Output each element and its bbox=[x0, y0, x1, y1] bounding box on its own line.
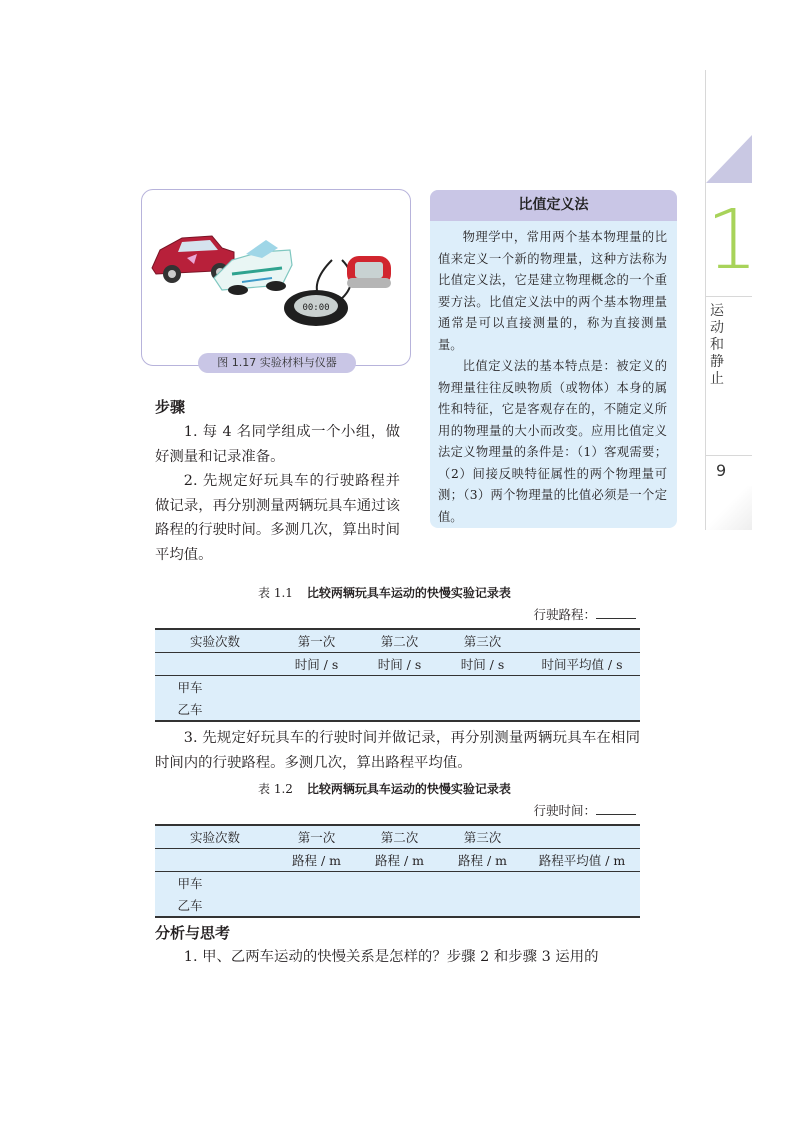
box-paragraph: 比值定义法的基本特点是：被定义的物理量往往反映物质（或物体）本身的属性和特征，它是客观存在的，不随定义所用的物理量的大小而改变。应用比值定义法定义物理量的条件是：（1）客观需要；（2）间接反映特征属性的两个物理量可测；（3）两个物理量的比值必须是一个定值。 bbox=[438, 359, 667, 524]
table1-caption bbox=[258, 584, 511, 601]
chapter-number: 1 bbox=[706, 193, 759, 288]
steps-list bbox=[155, 420, 400, 567]
table-header-cell: 第一次 bbox=[275, 825, 358, 849]
table-unit-cell bbox=[155, 653, 275, 676]
table-cell bbox=[275, 676, 358, 699]
table2-caption bbox=[258, 780, 511, 797]
table-cell bbox=[524, 872, 640, 895]
table-cell bbox=[358, 676, 441, 699]
table1-meta-label: 行驶路程： bbox=[533, 607, 596, 622]
table-cell bbox=[524, 894, 640, 917]
step-item: 1. 每 4 名同学组成一个小组，做好测量和记录准备。 bbox=[155, 424, 400, 465]
analysis-heading: 分析与思考 bbox=[155, 924, 231, 942]
table-unit-cell: 时间 / s bbox=[441, 653, 524, 676]
table1-number: 表 1.1 bbox=[258, 586, 293, 600]
table-cell bbox=[358, 894, 441, 917]
chapter-title: 运动和静止 bbox=[710, 303, 724, 387]
table-row bbox=[155, 894, 640, 917]
table2 bbox=[155, 824, 640, 918]
teal-toy-car-icon bbox=[214, 240, 292, 295]
table-cell bbox=[275, 698, 358, 721]
table-header-cell: 第二次 bbox=[358, 629, 441, 653]
table-cell bbox=[524, 698, 640, 721]
analysis-question: 1. 甲、乙两车运动的快慢关系是怎样的？步骤 2 和步骤 3 运用的 bbox=[183, 949, 599, 965]
box-paragraph: 物理学中，常用两个基本物理量的比值来定义一个新的物理量，这种方法称为比值定义法，它是建立物理概念的一个重要方法。比值定义法中的两个基本物理量通常是可以直接测量的，称为直接测量量。 bbox=[438, 230, 667, 352]
figure-experiment-materials bbox=[141, 189, 411, 366]
figure-caption: 图 1.17 实验材料与仪器 bbox=[198, 353, 356, 373]
table-cell bbox=[441, 698, 524, 721]
ratio-definition-box bbox=[430, 190, 677, 528]
table-cell bbox=[358, 872, 441, 895]
row-label: 甲车 bbox=[177, 680, 203, 695]
table-unit-cell: 时间 / s bbox=[358, 653, 441, 676]
step-item: 3. 先规定好玩具车的行驶时间并做记录，再分别测量两辆玩具车在相同时间内的行驶路程。多测几次，算出路程平均值。 bbox=[155, 730, 640, 771]
table-row bbox=[155, 872, 640, 895]
stopwatch-display: 00:00 bbox=[302, 303, 330, 313]
table-row bbox=[155, 698, 640, 721]
table-cell bbox=[441, 676, 524, 699]
steps-heading: 步骤 bbox=[155, 398, 186, 416]
table-row bbox=[155, 676, 640, 699]
page-number-divider bbox=[706, 455, 752, 456]
table-header-cell: 第一次 bbox=[275, 629, 358, 653]
table-header-cell: 实验次数 bbox=[155, 825, 275, 849]
table-unit-cell: 时间 / s bbox=[275, 653, 358, 676]
table-unit-cell: 路程 / m bbox=[358, 849, 441, 872]
table-header-cell: 实验次数 bbox=[155, 629, 275, 653]
table2-meta-label: 行驶时间： bbox=[533, 803, 596, 818]
fill-in-blank bbox=[596, 803, 636, 815]
page-fold-shadow bbox=[706, 486, 752, 530]
page-number: 9 bbox=[716, 461, 727, 480]
table-cell bbox=[275, 872, 358, 895]
row-label: 甲车 bbox=[177, 876, 203, 891]
table-header-cell bbox=[524, 629, 640, 653]
table1-title: 比较两辆玩具车运动的快慢实验记录表 bbox=[306, 586, 511, 600]
table-unit-cell: 路程 / m bbox=[275, 849, 358, 872]
toys-and-instruments-illustration bbox=[142, 190, 410, 365]
fill-in-blank bbox=[596, 607, 636, 619]
table-header-cell: 第三次 bbox=[441, 629, 524, 653]
chapter-divider bbox=[706, 296, 752, 297]
table-cell bbox=[275, 894, 358, 917]
stopwatch-icon bbox=[284, 260, 351, 326]
table-unit-cell bbox=[155, 849, 275, 872]
table-header-cell: 第二次 bbox=[358, 825, 441, 849]
table-cell bbox=[524, 676, 640, 699]
row-label: 乙车 bbox=[155, 698, 275, 721]
table-cell bbox=[358, 698, 441, 721]
table2-title: 比较两辆玩具车运动的快慢实验记录表 bbox=[306, 782, 511, 796]
table2-number: 表 1.2 bbox=[258, 782, 293, 796]
row-label: 乙车 bbox=[155, 894, 275, 917]
table-cell bbox=[441, 894, 524, 917]
table-cell bbox=[441, 872, 524, 895]
table2-meta bbox=[533, 801, 636, 819]
table-header-cell: 第三次 bbox=[441, 825, 524, 849]
chapter-corner-triangle bbox=[706, 135, 752, 183]
table-unit-cell: 时间平均值 / s bbox=[524, 653, 640, 676]
table-unit-cell: 路程平均值 / m bbox=[524, 849, 640, 872]
table1-meta bbox=[533, 605, 636, 623]
table-unit-cell: 路程 / m bbox=[441, 849, 524, 872]
table1 bbox=[155, 628, 640, 722]
tape-measure-icon bbox=[347, 256, 391, 288]
step3-paragraph bbox=[155, 726, 640, 775]
step-item: 2. 先规定好玩具车的行驶路程并做记录，再分别测量两辆玩具车通过该路程的行驶时间。多测几次，算出时间平均值。 bbox=[155, 473, 400, 563]
table-header-cell bbox=[524, 825, 640, 849]
box-title: 比值定义法 bbox=[430, 190, 677, 221]
